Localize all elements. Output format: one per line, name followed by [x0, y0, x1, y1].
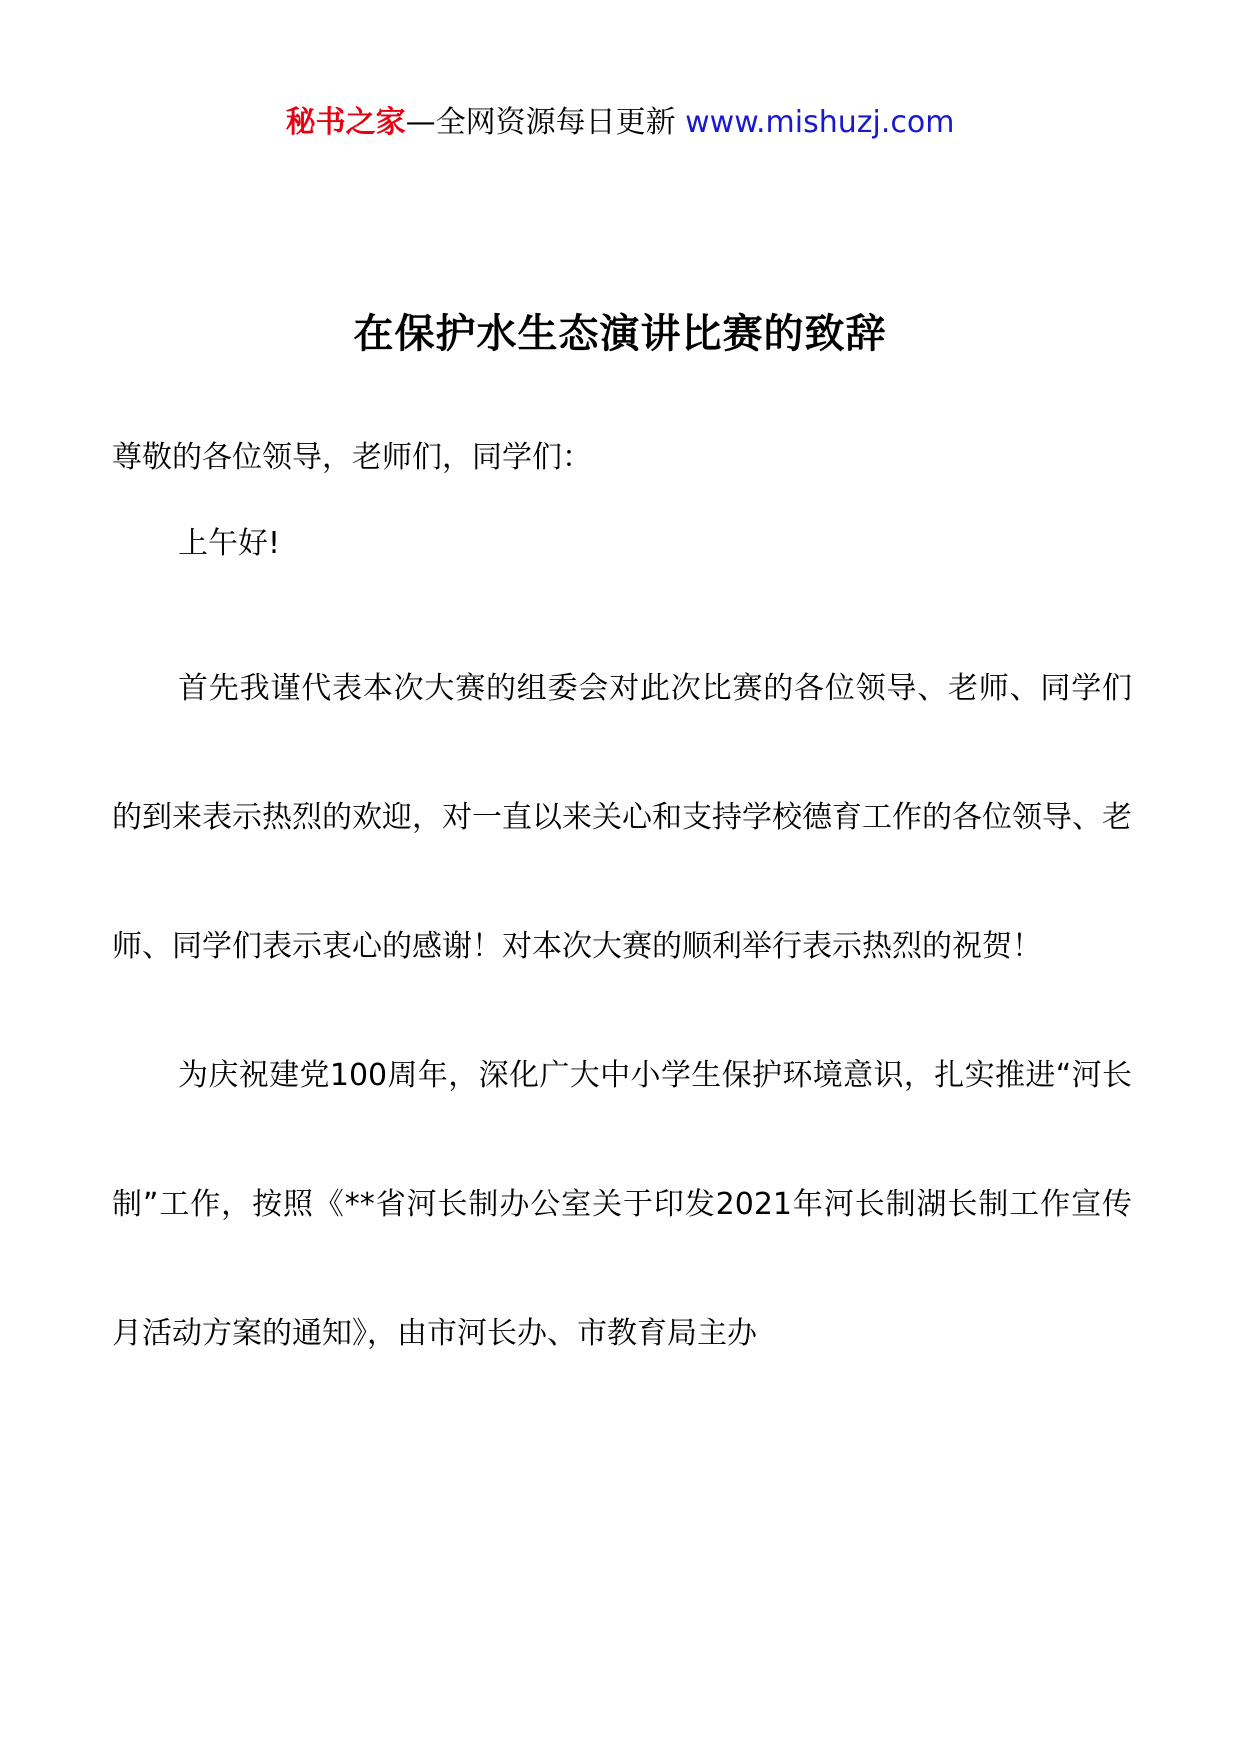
site-url-link[interactable]: www.mishuzj.com: [685, 105, 955, 140]
greeting: 上午好!: [178, 526, 281, 561]
paragraph-welcome: 首先我谨代表本次大赛的组委会对此次比赛的各位领导、老师、同学们的到来表示热烈的欢迎，对一直以来关心和支持学校德育工作的各位领导、老师、同学们表示衷心的感谢！对本次大赛的顺利举行表示热烈的祝贺！: [112, 671, 1132, 964]
site-header: [0, 100, 1240, 146]
document-body: [112, 430, 1132, 1398]
paragraph-background: 为庆祝建党100周年，深化广大中小学生保护环境意识，扎实推进“河长制”工作，按照《**省河长制办公室关于印发2021年河长制湖长制工作宣传月活动方案的通知》，由市河长办、市教育局主办: [112, 1058, 1132, 1351]
salutation: 尊敬的各位领导，老师们，同学们：: [112, 440, 592, 475]
brand-name: 秘书之家: [285, 105, 406, 140]
header-slogan: —全网资源每日更新: [405, 105, 686, 140]
document-title: 在保护水生态演讲比赛的致辞: [353, 311, 887, 357]
